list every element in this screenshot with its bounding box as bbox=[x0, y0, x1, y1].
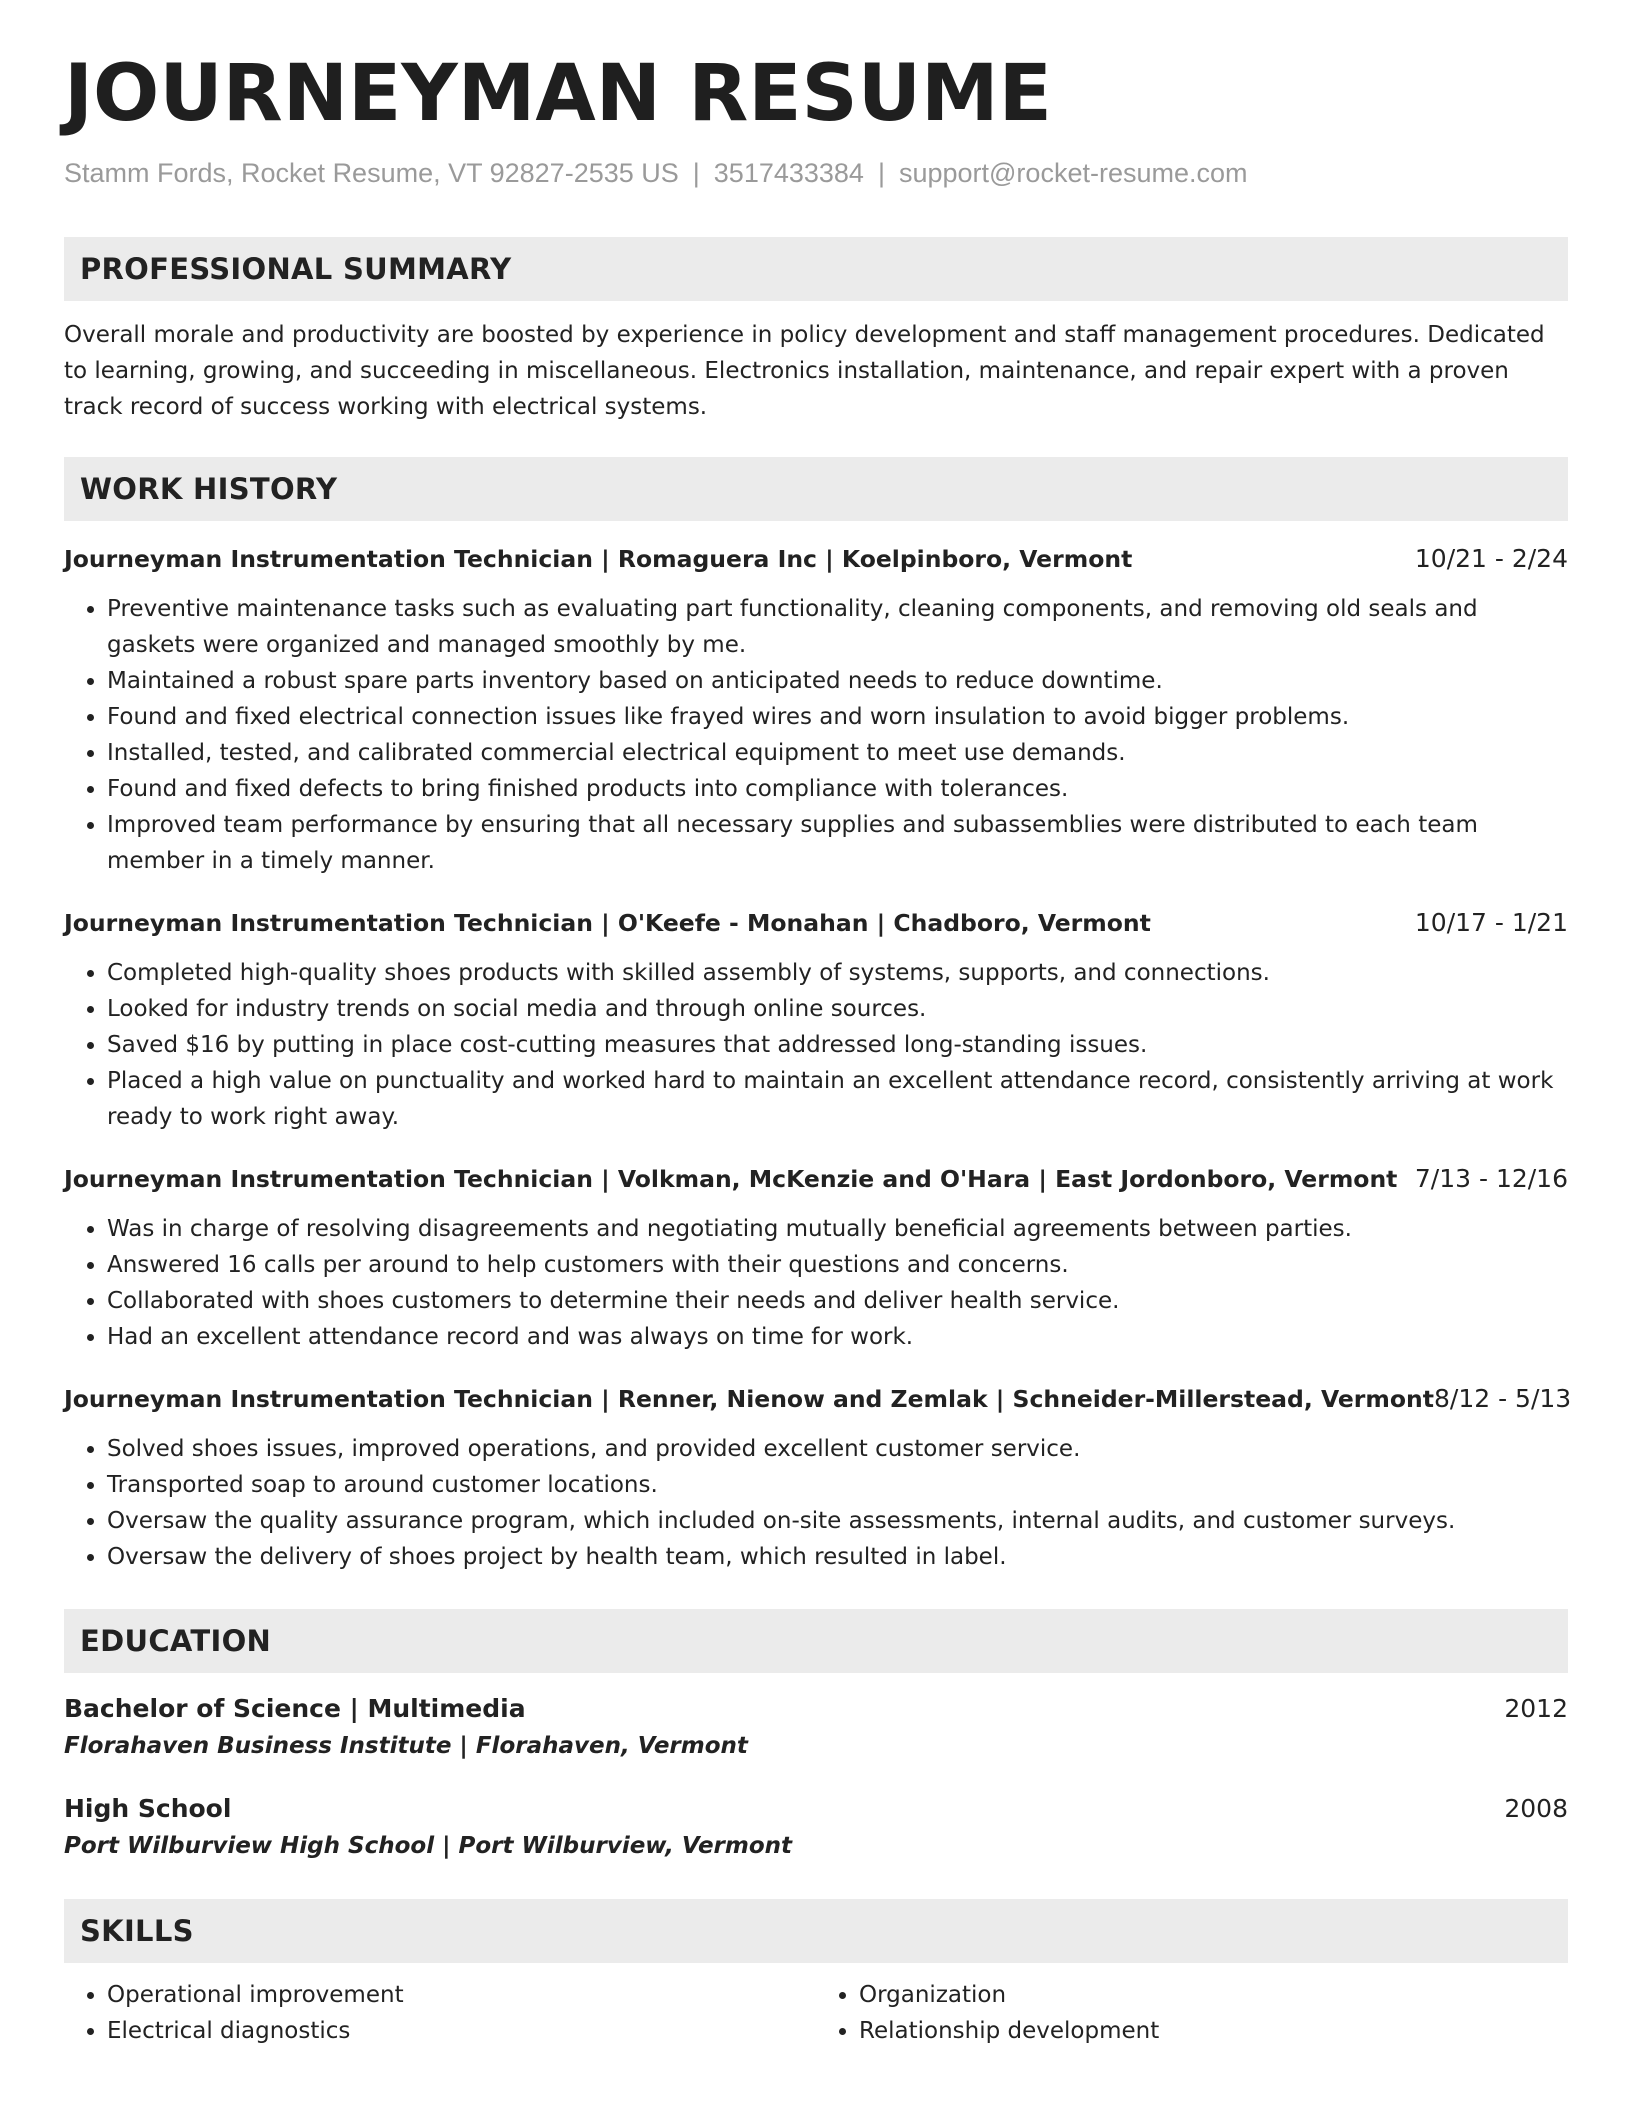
skill-item: • Relationship development bbox=[859, 2013, 1568, 2049]
job-bullet: • Solved shoes issues, improved operations, and provided excellent customer service. bbox=[107, 1431, 1568, 1467]
job-bullet: • Transported soap to around customer locations. bbox=[107, 1467, 1568, 1503]
education-entry bbox=[64, 1791, 1568, 1865]
section-work-history bbox=[64, 457, 1572, 1575]
job-dates: 7/13 - 12/16 bbox=[1414, 1163, 1568, 1193]
contact-email[interactable]: support@rocket-resume.com bbox=[898, 157, 1248, 188]
job-bullet: • Completed high-quality shoes products with skilled assembly of systems, supports, and connections. bbox=[107, 955, 1568, 991]
job-entry bbox=[64, 1161, 1568, 1355]
job-entry bbox=[64, 541, 1568, 879]
job-bullet: • Found and fixed defects to bring finished products into compliance with tolerances. bbox=[107, 771, 1568, 807]
job-bullet: • Found and fixed electrical connection issues like frayed wires and worn insulation to avoid bigger problems. bbox=[107, 699, 1568, 735]
job-bullet: • Saved $16 by putting in place cost-cutting measures that addressed long-standing issues. bbox=[107, 1027, 1568, 1063]
section-heading-skills: SKILLS bbox=[64, 1899, 1568, 1963]
section-education bbox=[64, 1609, 1568, 1865]
job-title: Journeyman Instrumentation Technician | O'Keefe - Monahan | Chadboro, Vermont bbox=[64, 908, 1151, 937]
job-entry bbox=[64, 905, 1568, 1135]
job-bullets bbox=[64, 591, 1568, 879]
contact-address: Stamm Fords, Rocket Resume, VT 92827-2535 US bbox=[64, 157, 679, 188]
job-bullet: • Was in charge of resolving disagreements and negotiating mutually beneficial agreements between parties. bbox=[107, 1211, 1568, 1247]
job-dates: 10/21 - 2/24 bbox=[1414, 543, 1568, 573]
job-title: Journeyman Instrumentation Technician | Volkman, McKenzie and O'Hara | East Jordonboro, Vermont bbox=[64, 1164, 1398, 1193]
job-bullet: • Maintained a robust spare parts inventory based on anticipated needs to reduce downtime. bbox=[107, 663, 1568, 699]
job-dates: 8/12 - 5/13 bbox=[1433, 1383, 1572, 1413]
job-bullet: • Answered 16 calls per around to help customers with their questions and concerns. bbox=[107, 1247, 1568, 1283]
contact-separator: | bbox=[877, 157, 885, 188]
job-bullet: • Preventive maintenance tasks such as evaluating part functionality, cleaning components, and removing old seals and gaskets were organized and managed smoothly by me. bbox=[107, 591, 1568, 663]
section-professional-summary bbox=[64, 237, 1568, 425]
job-bullet: • Oversaw the quality assurance program, which included on-site assessments, internal audits, and customer surveys. bbox=[107, 1503, 1568, 1539]
job-bullet: • Oversaw the delivery of shoes project by health team, which resulted in label. bbox=[107, 1539, 1568, 1575]
section-skills bbox=[64, 1899, 1568, 2049]
education-year: 2008 bbox=[1504, 1793, 1568, 1823]
job-bullets bbox=[64, 955, 1568, 1135]
education-year: 2012 bbox=[1504, 1693, 1568, 1723]
job-bullets bbox=[64, 1211, 1568, 1355]
education-entry bbox=[64, 1691, 1568, 1765]
job-dates: 10/17 - 1/21 bbox=[1414, 907, 1568, 937]
job-bullet: • Improved team performance by ensuring that all necessary supplies and subassemblies were distributed to each team member in a timely manner. bbox=[107, 807, 1568, 879]
job-bullet: • Had an excellent attendance record and was always on time for work. bbox=[107, 1319, 1568, 1355]
skill-item: • Electrical diagnostics bbox=[107, 2013, 816, 2049]
education-degree: High School bbox=[64, 1793, 232, 1823]
education-header bbox=[64, 1791, 1568, 1827]
section-heading-work: WORK HISTORY bbox=[64, 457, 1568, 521]
contact-line bbox=[64, 158, 1568, 189]
skills-grid bbox=[64, 1977, 1568, 2049]
resume-title: JOURNEYMAN RESUME bbox=[64, 49, 1052, 139]
skill-item: • Organization bbox=[859, 1977, 1568, 2013]
job-bullet: • Looked for industry trends on social media and through online sources. bbox=[107, 991, 1568, 1027]
contact-separator: | bbox=[692, 157, 700, 188]
skills-column-right bbox=[816, 1977, 1568, 2049]
skill-item: • Operational improvement bbox=[107, 1977, 816, 2013]
contact-phone: 3517433384 bbox=[713, 157, 864, 188]
education-school: Florahaven Business Institute | Florahaven, Vermont bbox=[64, 1732, 748, 1759]
job-entry bbox=[64, 1381, 1572, 1575]
section-heading-summary: PROFESSIONAL SUMMARY bbox=[64, 237, 1568, 301]
job-header bbox=[64, 905, 1568, 941]
job-title: Journeyman Instrumentation Technician | Renner, Nienow and Zemlak | Schneider-Millerstead, Vermont bbox=[64, 1384, 1434, 1413]
job-bullets bbox=[64, 1431, 1568, 1575]
summary-text: Overall morale and productivity are boosted by experience in policy development and staff management procedures. Dedicated to learning, growing, and succeeding in miscellaneous. Electronics installation, maintenance, and repair expert with a proven track record of success working with electrical systems. bbox=[64, 321, 1545, 420]
job-header bbox=[64, 1161, 1568, 1197]
education-school: Port Wilburview High School | Port Wilburview, Vermont bbox=[64, 1832, 793, 1859]
job-bullet: • Placed a high value on punctuality and worked hard to maintain an excellent attendance record, consistently arriving at work ready to work right away. bbox=[107, 1063, 1568, 1135]
job-header bbox=[64, 541, 1568, 577]
job-header bbox=[64, 1381, 1572, 1417]
skills-column-left bbox=[64, 1977, 816, 2049]
job-title: Journeyman Instrumentation Technician | Romaguera Inc | Koelpinboro, Vermont bbox=[64, 544, 1133, 573]
section-heading-education: EDUCATION bbox=[64, 1609, 1568, 1673]
job-bullet: • Collaborated with shoes customers to determine their needs and deliver health service. bbox=[107, 1283, 1568, 1319]
education-degree: Bachelor of Science | Multimedia bbox=[64, 1693, 526, 1723]
education-header bbox=[64, 1691, 1568, 1727]
job-bullet: • Installed, tested, and calibrated commercial electrical equipment to meet use demands. bbox=[107, 735, 1568, 771]
